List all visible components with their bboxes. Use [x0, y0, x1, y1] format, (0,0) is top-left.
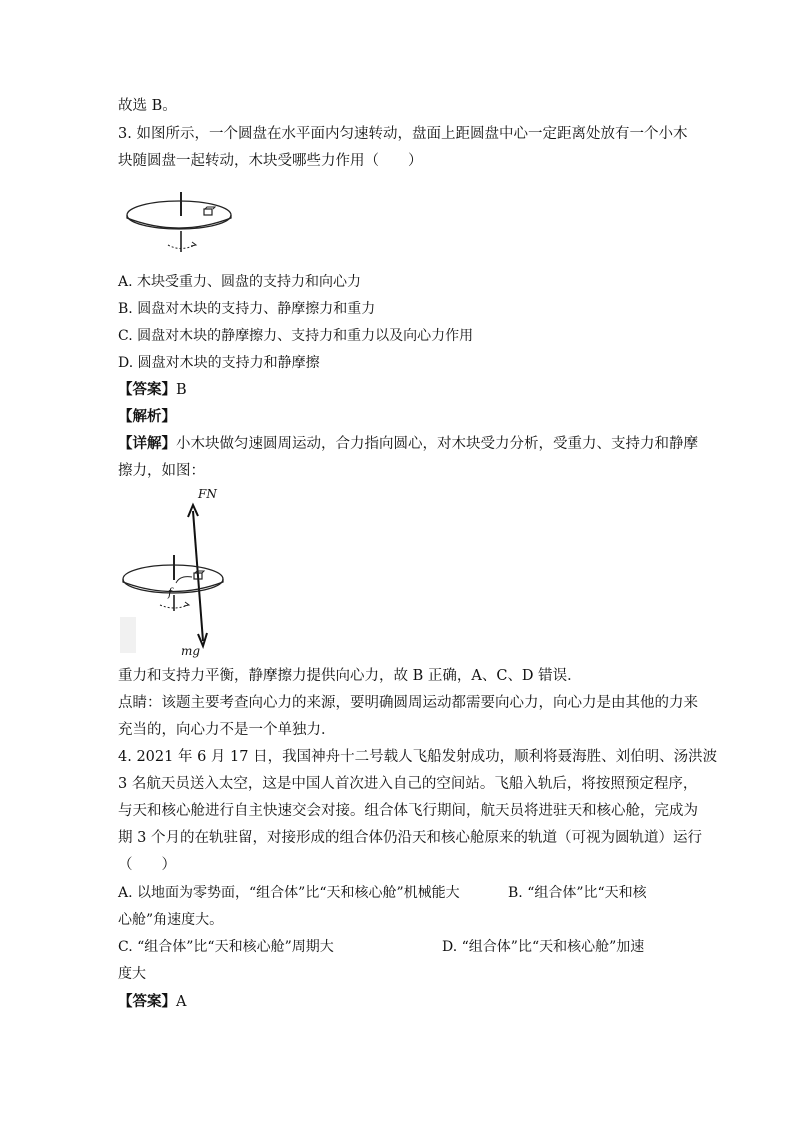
- q3-detail-line2: 擦力，如图：: [118, 463, 205, 479]
- q4-option-b-continued: 心舱”角速度大。: [118, 912, 224, 928]
- q3-option-a: A. 木块受重力、圆盘的支持力和向心力: [118, 274, 362, 290]
- mg-label: mg: [181, 644, 201, 658]
- q4-option-a: A. 以地面为零势面，“组合体”比“天和核心舱”机械能大: [118, 885, 460, 901]
- q3-option-c: C. 圆盘对木块的静摩擦力、支持力和重力以及向心力作用: [118, 328, 474, 344]
- q3-option-b: B. 圆盘对木块的支持力、静摩擦力和重力: [118, 301, 376, 317]
- q4-option-b: B. “组合体”比“天和核: [508, 885, 647, 901]
- q3-detail-line1: [118, 434, 698, 454]
- friction-label: f: [168, 586, 173, 599]
- q4-option-d-continued: 度大: [118, 966, 146, 982]
- q4-stem-line4: 期 3 个月的在轨驻留，对接形成的组合体仍沿天和核心舱原来的轨道（可视为圆轨道）运行: [118, 830, 702, 846]
- q3-option-d: D. 圆盘对木块的支持力和静摩擦: [118, 355, 320, 371]
- q3-analysis-tag: 【解析】: [118, 408, 176, 425]
- answer-value: A: [176, 994, 187, 1010]
- q3-conclusion: 重力和支持力平衡，静摩擦力提供向心力，故 B 正确，A、C、D 错误．: [118, 668, 582, 684]
- q4-option-d: D. “组合体”比“天和核心舱”加速: [442, 939, 645, 955]
- answer-tag: 【答案】: [118, 381, 176, 398]
- q4-option-c: C. “组合体”比“天和核心舱”周期大: [118, 939, 334, 955]
- detail-tag: 【详解】: [118, 435, 176, 452]
- previous-conclusion: 故选 B。: [118, 98, 177, 114]
- fn-label: FN: [198, 487, 217, 501]
- q4-stem-line5: （ ）: [118, 857, 176, 873]
- q3-disc-figure: [125, 188, 240, 260]
- detail-text: 小木块做匀速圆周运动，合力指向圆心，对木块受力分析，受重力、支持力和静摩: [176, 436, 698, 452]
- q3-stem-line2: 块随圆盘一起转动，木块受哪些力作用（ ）: [118, 153, 423, 169]
- answer-tag: 【答案】: [118, 993, 176, 1010]
- q3-comment-line2: 充当的，向心力不是一个单独力．: [118, 722, 336, 738]
- q3-force-diagram: [118, 483, 258, 661]
- q3-stem-line1: 3. 如图所示，一个圆盘在水平面内匀速转动，盘面上距圆盘中心一定距离处放有一个小木: [118, 126, 688, 142]
- q4-stem-line3: 与天和核心舱进行自主快速交会对接。组合体飞行期间，航天员将进驻天和核心舱，完成为: [118, 803, 698, 819]
- answer-value: B: [176, 382, 187, 398]
- q3-comment-line1: 点睛：该题主要考查向心力的来源，要明确圆周运动都需要向心力，向心力是由其他的力来: [118, 695, 698, 711]
- q4-answer: [118, 992, 186, 1012]
- q4-stem-line1: 4. 2021 年 6 月 17 日，我国神舟十二号载人飞船发射成功，顺利将聂海胜、刘伯明、汤洪波: [118, 749, 718, 765]
- q4-stem-line2: 3 名航天员送入太空，这是中国人首次进入自己的空间站。飞船入轨后，将按照预定程序，: [118, 776, 698, 792]
- q3-answer: [118, 380, 187, 400]
